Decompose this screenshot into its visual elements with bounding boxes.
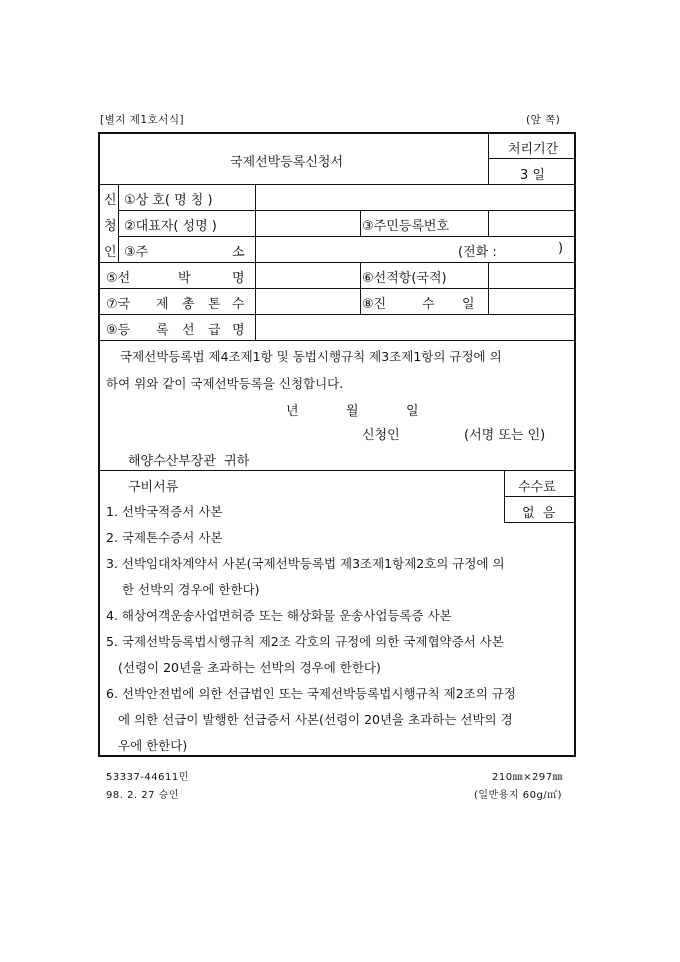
form-title: 국제선박등록신청서 <box>230 155 344 170</box>
classification-label: 명 <box>232 323 245 338</box>
applicant-side-char: 신 <box>104 193 117 208</box>
row-line <box>100 470 574 471</box>
paper-size: 210㎜×297㎜ <box>492 772 564 783</box>
document-item: 1. 선박국적증서 사본 <box>106 504 223 519</box>
applicant-side-char: 인 <box>104 245 117 260</box>
application-form <box>98 132 576 757</box>
col-line <box>488 262 489 314</box>
documents-heading: 구비서류 <box>128 480 179 495</box>
row-line <box>504 522 574 523</box>
processing-label: 처리기간 <box>508 142 559 157</box>
row-line <box>488 158 574 159</box>
representative-label: ②대표자( 성명 ) <box>124 219 217 234</box>
processing-value: 3 일 <box>520 168 545 183</box>
statement-line-1: 국제선박등록법 제4조제1항 및 동법시행규칙 제3조제1항의 규정에 의 <box>120 349 502 364</box>
document-item: 4. 해상여객운송사업면허증 또는 해상화물 운송사업등록증 사본 <box>106 608 452 623</box>
row-line <box>504 496 574 497</box>
address-label: ③주 <box>124 245 149 260</box>
phone-label: (전화 : <box>458 245 497 260</box>
ship-name-label: 박 <box>178 271 191 286</box>
phone-close: ) <box>558 241 564 256</box>
col-line <box>488 134 489 184</box>
document-item: 2. 국제톤수증서 사본 <box>106 530 223 545</box>
date-day: 일 <box>406 404 419 419</box>
port-of-registry-label: ⑥선적항(국적) <box>362 271 447 286</box>
classification-label: 급 <box>208 323 221 338</box>
row-line <box>100 288 574 289</box>
document-item: 한 선박의 경우에 한한다) <box>122 582 260 597</box>
col-line <box>360 262 361 314</box>
row-line <box>118 236 574 237</box>
col-line <box>360 210 361 236</box>
statement-line-2: 하여 위와 같이 국제선박등록을 신청합니다. <box>106 376 344 391</box>
row-line <box>100 340 574 341</box>
resident-number-label: ③주민등록번호 <box>362 219 450 234</box>
tonnage-label: 수 <box>232 297 245 312</box>
col-line <box>488 210 489 236</box>
address-label-2: 소 <box>232 245 245 260</box>
ship-name-label: 명 <box>232 271 245 286</box>
form-code: 53337-44611민 <box>106 772 189 783</box>
applicant-side-char: 청 <box>104 219 117 234</box>
classification-label: 선 <box>182 323 195 338</box>
document-item: 5. 국제선박등록법시행규칙 제2조 각호의 규정에 의한 국제협약증서 사본 <box>106 634 504 649</box>
document-item: 에 의한 선급이 발행한 선급증서 사본(선령이 20년을 초과하는 선박의 경 <box>118 712 513 727</box>
row-line <box>100 184 574 185</box>
document-item: 6. 선박안전법에 의한 선급법인 또는 국제선박등록법시행규칙 제2조의 규정 <box>106 686 516 701</box>
tonnage-label: 총 <box>182 297 195 312</box>
launch-date-label: 일 <box>462 297 475 312</box>
launch-date-label: 수 <box>422 297 435 312</box>
tonnage-label: 톤 <box>208 297 221 312</box>
launch-date-label: ⑧진 <box>362 297 387 312</box>
page-side: (앞 쪽) <box>526 114 561 126</box>
signature-note: (서명 또는 인) <box>464 428 546 443</box>
fee-value: 없 음 <box>522 506 556 521</box>
paper-spec: (일반용지 60g/㎡) <box>474 790 563 801</box>
classification-label: 록 <box>156 323 169 338</box>
date-month: 월 <box>346 404 359 419</box>
addressee: 해양수산부장관 귀하 <box>128 454 250 469</box>
form-number: [별지 제1호서식] <box>100 114 185 126</box>
tonnage-label: 제 <box>156 297 169 312</box>
row-line <box>100 314 574 315</box>
fee-label: 수수료 <box>518 480 556 495</box>
col-line <box>504 470 505 522</box>
row-line <box>118 210 574 211</box>
date-year: 년 <box>286 404 299 419</box>
tonnage-label: ⑦국 <box>106 297 131 312</box>
col-line <box>255 184 256 340</box>
document-item: 3. 선박임대차계약서 사본(국제선박등록법 제3조제1항제2호의 규정에 의 <box>106 556 505 571</box>
approval-date: 98. 2. 27 승인 <box>106 790 180 801</box>
document-item: (선령이 20년을 초과하는 선박의 경우에 한한다) <box>118 660 381 675</box>
applicant-signature-label: 신청인 <box>362 428 400 443</box>
row-line <box>100 262 574 263</box>
document-item: 우에 한한다) <box>118 738 188 753</box>
classification-label: ⑨등 <box>106 323 131 338</box>
col-line <box>118 184 119 262</box>
trade-name-label: ①상 호( 명 칭 ) <box>124 193 213 208</box>
ship-name-label: ⑤선 <box>106 271 131 286</box>
